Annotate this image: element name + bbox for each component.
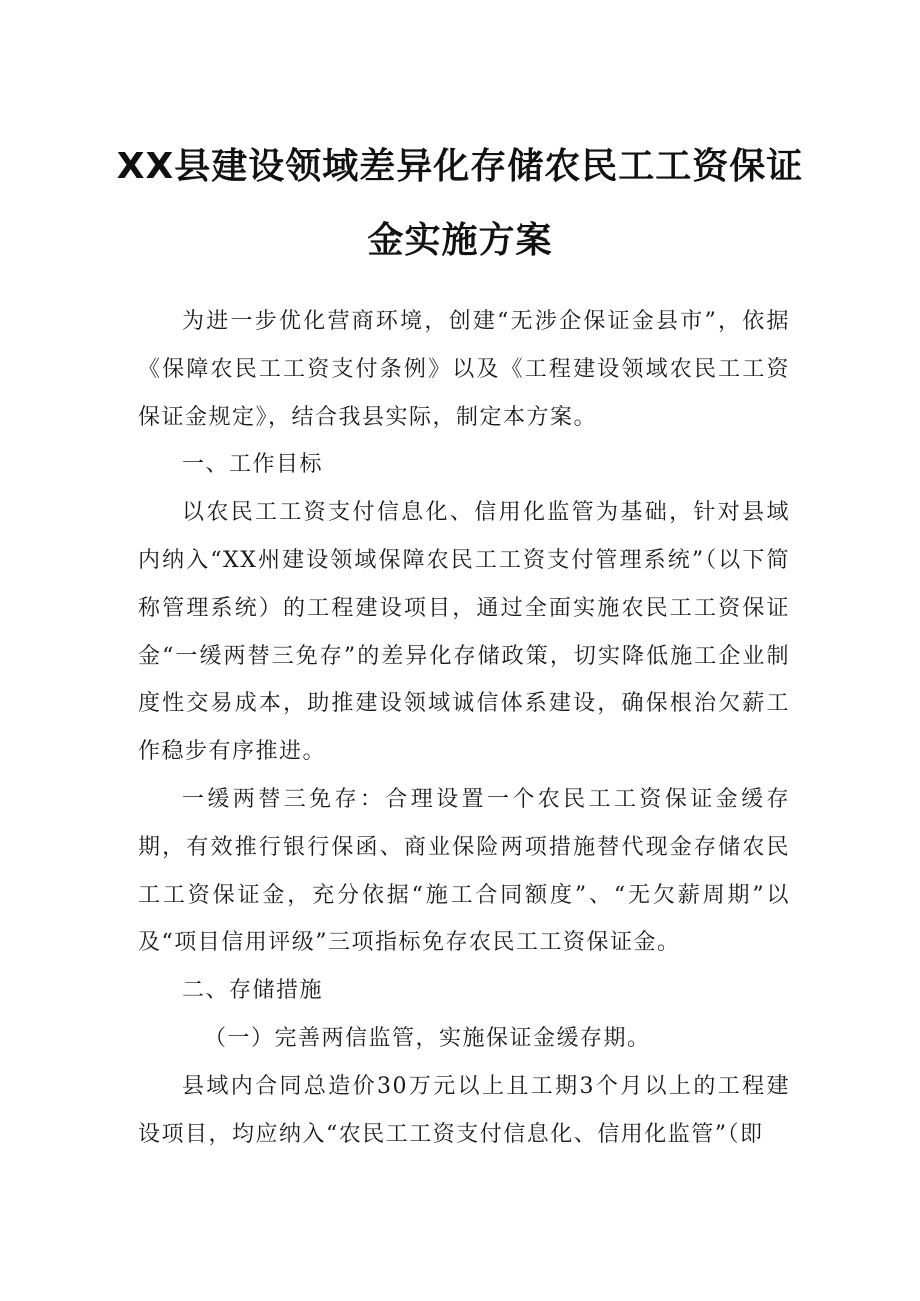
paragraph-policy-definition: 一缓两替三免存：合理设置一个农民工工资保证金缓存期，有效推行银行保函、商业保险两项措施替代现金存储农民工工资保证金，充分依据“施工合同额度”、“无欠薪周期”以及“项目信用评级”三项指标免存农民工工资保证金。	[138, 786, 790, 956]
document-title-line2: 金实施方案	[367, 220, 553, 261]
document-title-line1: XX县建设领域差异化存储农民工工资保证	[116, 146, 804, 187]
paragraph-goals: 以农民工工资支付信息化、信用化监管为基础，针对县域内纳入“XX州建设领域保障农民工工资支付管理系统”（以下简称管理系统）的工程建设项目，通过全面实施农民工工资保证金“一缓两替三免存”的差异化存储政策，切实降低施工企业制度性交易成本，助推建设领域诚信体系建设，确保根治欠薪工作稳步有序推进。	[138, 500, 790, 765]
paragraph-intro: 为进一步优化营商环境，创建“无涉企保证金县市”，依据《保障农民工工资支付条例》以及《工程建设领域农民工工资保证金规定》，结合我县实际，制定本方案。	[138, 309, 790, 430]
document-body	[138, 298, 790, 1158]
subsection-heading-1: （一）完善两信监管，实施保证金缓存期。	[204, 1025, 651, 1051]
section-heading-measures: 二、存储措施	[182, 978, 324, 1004]
section-heading-goals: 一、工作目标	[182, 452, 324, 478]
paragraph-scope: 县域内合同总造价30万元以上且工期3个月以上的工程建设项目，均应纳入“农民工工资支付信息化、信用化监管”（即	[138, 1073, 790, 1147]
